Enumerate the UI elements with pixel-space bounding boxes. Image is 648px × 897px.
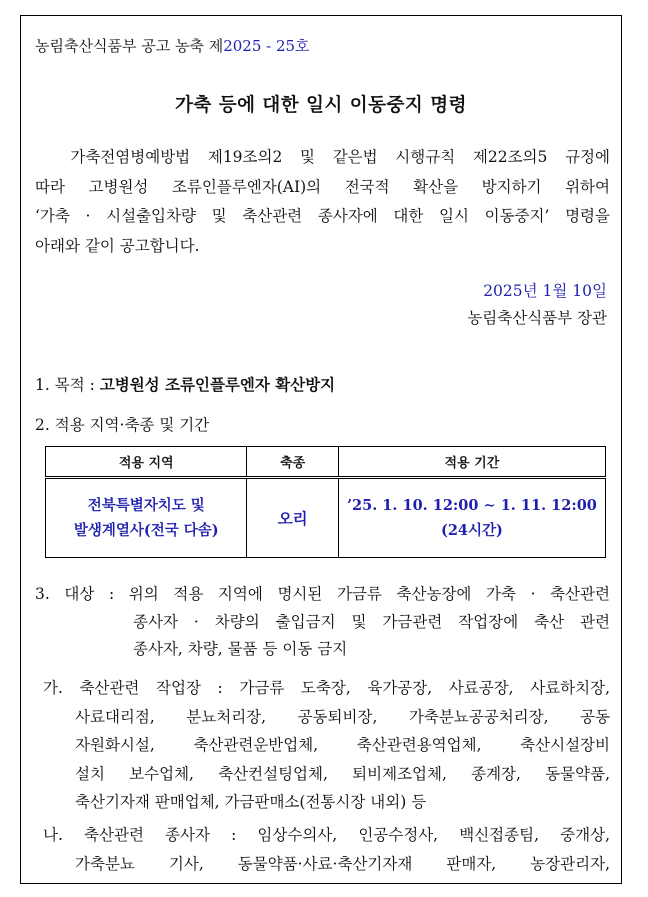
schedule-table (45, 446, 606, 558)
cell-period (338, 478, 605, 558)
target-line: 종사자 · 차량의 출입금지 및 가금관련 작업장에 축산 관련 (133, 612, 610, 631)
announcement-date: 2025년 1월 10일 (483, 282, 607, 300)
header-region: 적용 지역 (46, 447, 247, 478)
scope-heading: 2. 적용 지역·축종 및 기간 (35, 416, 210, 434)
workplaces-line: 자원화시설, 축산관련운반업체, 축산관련용역업체, 축산시설장비 (75, 736, 610, 754)
region-line: 전북특별자치도 및 (87, 497, 205, 514)
target-item (35, 581, 610, 664)
cell-species: 오리 (247, 478, 338, 558)
workplaces-line: 축산기자재 판매업체, 가금판매소(전통시장 내외) 등 (75, 793, 427, 811)
table-header-row (46, 447, 606, 478)
notice-number (35, 35, 310, 56)
region-line: 발생계열사(전국 다솜) (73, 522, 219, 539)
table-row (46, 478, 606, 558)
header-species: 축종 (247, 447, 338, 478)
purpose-value: 고병원성 조류인플루엔자 확산방지 (99, 375, 336, 394)
period-line: ’25. 1. 10. 12:00 ∼ 1. 11. 12:00 (346, 497, 597, 514)
intro-line: 따라 고병원성 조류인플루엔자(AI)의 전국적 확산을 방지하기 위하여 (35, 177, 610, 196)
workplaces-line: 설치 보수업체, 축산컨설팅업체, 퇴비제조업체, 종계장, 동물약품, (75, 764, 610, 783)
target-line: 종사자, 차량, 물품 등 이동 금지 (133, 640, 348, 658)
period-line: (24시간) (440, 522, 503, 539)
workplaces-line: 가. 축산관련 작업장 : 가금류 도축장, 육가공장, 사료공장, 사료하치장, (43, 679, 610, 697)
purpose-label: 1. 목적 : (35, 376, 100, 394)
header-period: 적용 기간 (338, 447, 605, 478)
issuer: 농림축산식품부 장관 (467, 309, 607, 327)
workplaces-item (35, 674, 610, 817)
notice-prefix: 농림축산식품부 공고 농축 제 (35, 37, 224, 55)
purpose-item (35, 373, 335, 395)
workers-line: 나. 축산관련 종사자 : 임상수의사, 인공수정사, 백신접종팀, 중개상, (43, 826, 610, 844)
intro-line: 가축전염병예방법 제19조의2 및 같은법 시행규칙 제22조의5 규정에 (35, 148, 610, 166)
cell-region (46, 478, 247, 558)
intro-paragraph (35, 143, 610, 261)
target-line: 3. 대상 : 위의 적용 지역에 명시된 가금류 축산농장에 가축 · 축산관련 (35, 585, 610, 603)
intro-line: ‘가축 · 시설출입차량 및 축산관련 종사자에 대한 일시 이동중지’ 명령을 (35, 207, 610, 225)
workplaces-line: 사료대리점, 분뇨처리장, 공동퇴비장, 가축분뇨공공처리장, 공동 (75, 707, 610, 726)
workers-item (35, 821, 610, 878)
notice-number-value: 2025 - 25호 (223, 37, 310, 55)
workers-line: 가축분뇨 기사, 동물약품·사료·축산기자재 판매자, 농장관리자, (75, 854, 610, 873)
document-title: 가축 등에 대한 일시 이동중지 명령 (175, 95, 467, 116)
document-frame (20, 15, 622, 884)
intro-line: 아래와 같이 공고합니다. (35, 236, 200, 255)
